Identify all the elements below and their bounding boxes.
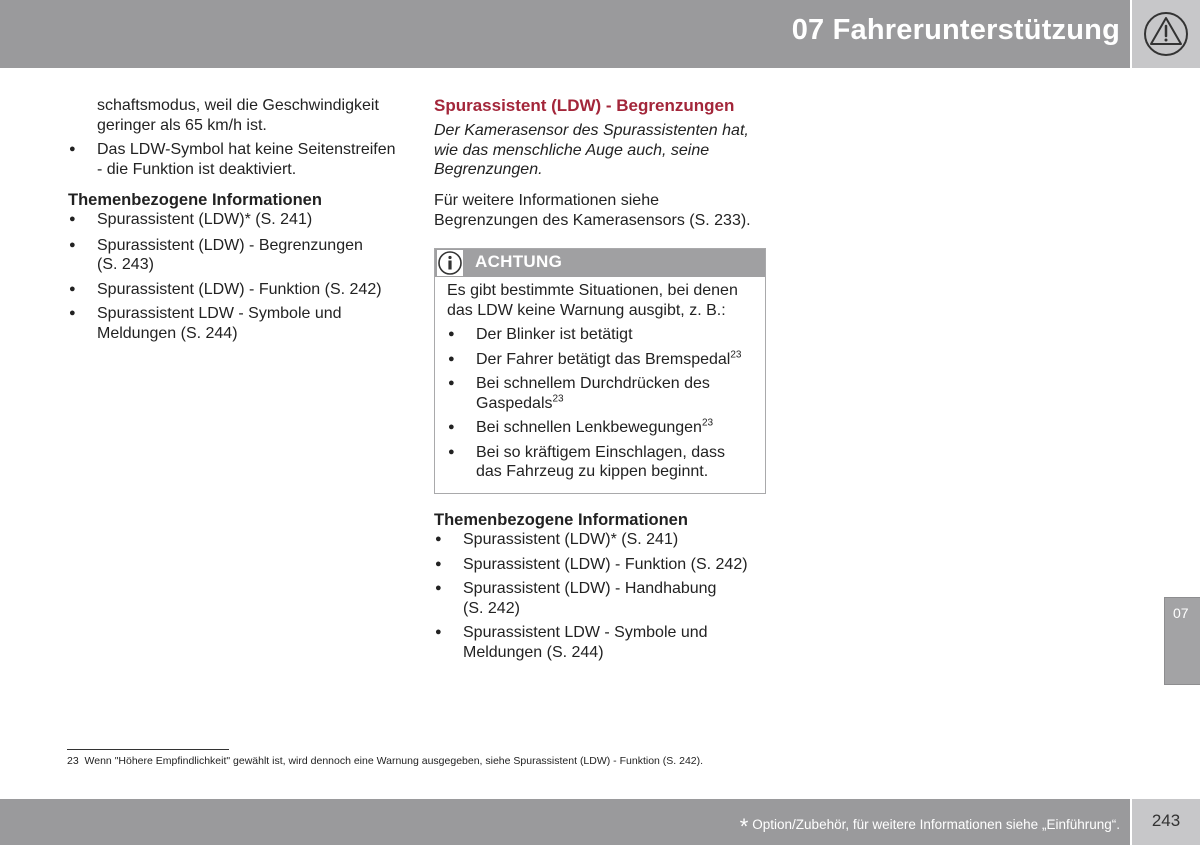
list-item: ● Der Fahrer betätigt das Bremspedal$^{23}$: [447, 350, 757, 370]
footnote-number: 23: [67, 755, 79, 767]
related-link[interactable]: ● Spurassistent LDW - Symbole und Meldungen (S. 244): [68, 304, 387, 343]
continued-paragraph: schaftsmodus, weil die Geschwindigkeit geringer als 65 km/h ist.: [97, 97, 379, 134]
list-item: ● Bei schnellen Lenkbewegungen$^{23}$: [447, 418, 757, 438]
warning-header: [435, 249, 765, 277]
warning-box: [434, 248, 766, 494]
footnote-text: Wenn "Höhere Empfindlichkeit" gewählt ist, wird dennoch eine Warnung ausgegeben, siehe Spurassistent (LDW) - Funktion (S. 242).: [84, 755, 704, 767]
intro-text: Der Kamerasensor des Spurassistenten hat, wie das menschliche Auge auch, seine Begrenzungen.: [434, 122, 749, 178]
page-number: 243: [1151, 811, 1181, 830]
footnote-ref: 23: [730, 349, 742, 361]
list-item: ● Das LDW-Symbol hat keine Seitenstreifen - die Funktion ist deaktiviert.: [68, 140, 403, 179]
footnote-divider: [67, 749, 229, 750]
list-item: ● Der Blinker ist betätigt: [447, 325, 757, 345]
info-icon: [437, 250, 463, 276]
right-related-heading: Themenbezogene Informationen: [434, 511, 688, 529]
option-star: *: [739, 814, 749, 839]
section-title: Spurassistent (LDW) - Begrenzungen: [434, 96, 735, 115]
footer-note: [740, 814, 1120, 840]
list-item: ● Bei so kräftigem Einschlagen, dass das Fahrzeug zu kippen beginnt.: [447, 443, 731, 482]
left-related-heading: Themenbezogene Informationen: [68, 191, 322, 209]
related-link[interactable]: ● Spurassistent (LDW)* (S. 241): [434, 530, 754, 550]
chapter-side-tab[interactable]: [1164, 597, 1200, 685]
related-link[interactable]: ● Spurassistent (LDW) - Handhabung (S. 242): [434, 579, 728, 618]
side-tab-label: 07: [1173, 605, 1189, 621]
related-link[interactable]: ● Spurassistent (LDW)* (S. 241): [68, 210, 388, 230]
footnote-ref: 23: [701, 417, 714, 429]
footnote-ref: 23: [552, 393, 564, 405]
warning-label: ACHTUNG: [475, 252, 563, 271]
right-related-list: [434, 530, 754, 662]
list-item: ● Bei schnellem Durchdrücken des Gaspedals$^{23}$: [447, 374, 746, 413]
footer-note-text: Option/Zubehör, für weitere Informationen siehe „Einführung“.: [752, 817, 1120, 832]
related-link[interactable]: ● Spurassistent (LDW) - Funktion (S. 242): [434, 555, 754, 575]
chapter-title: 07 Fahrerunterstützung: [791, 14, 1120, 46]
page-number-box: [1132, 799, 1200, 845]
left-bullet-list: [68, 140, 403, 179]
related-link[interactable]: ● Spurassistent (LDW) - Funktion (S. 242): [68, 280, 388, 300]
warning-triangle-icon: [1142, 10, 1190, 58]
left-related-list: [68, 210, 388, 343]
warning-list: [447, 325, 757, 482]
related-link[interactable]: ● Spurassistent (LDW) - Begrenzungen (S. 243): [68, 236, 367, 275]
related-link[interactable]: ● Spurassistent LDW - Symbole und Meldungen (S. 244): [434, 623, 753, 662]
body-paragraph: Für weitere Informationen siehe Begrenzungen des Kamerasensors (S. 233).: [434, 192, 751, 229]
warning-text: Es gibt bestimmte Situationen, bei denen das LDW keine Warnung ausgibt, z. B.:: [447, 282, 738, 319]
footnote: [67, 755, 703, 767]
header-icon-box: [1132, 0, 1200, 68]
